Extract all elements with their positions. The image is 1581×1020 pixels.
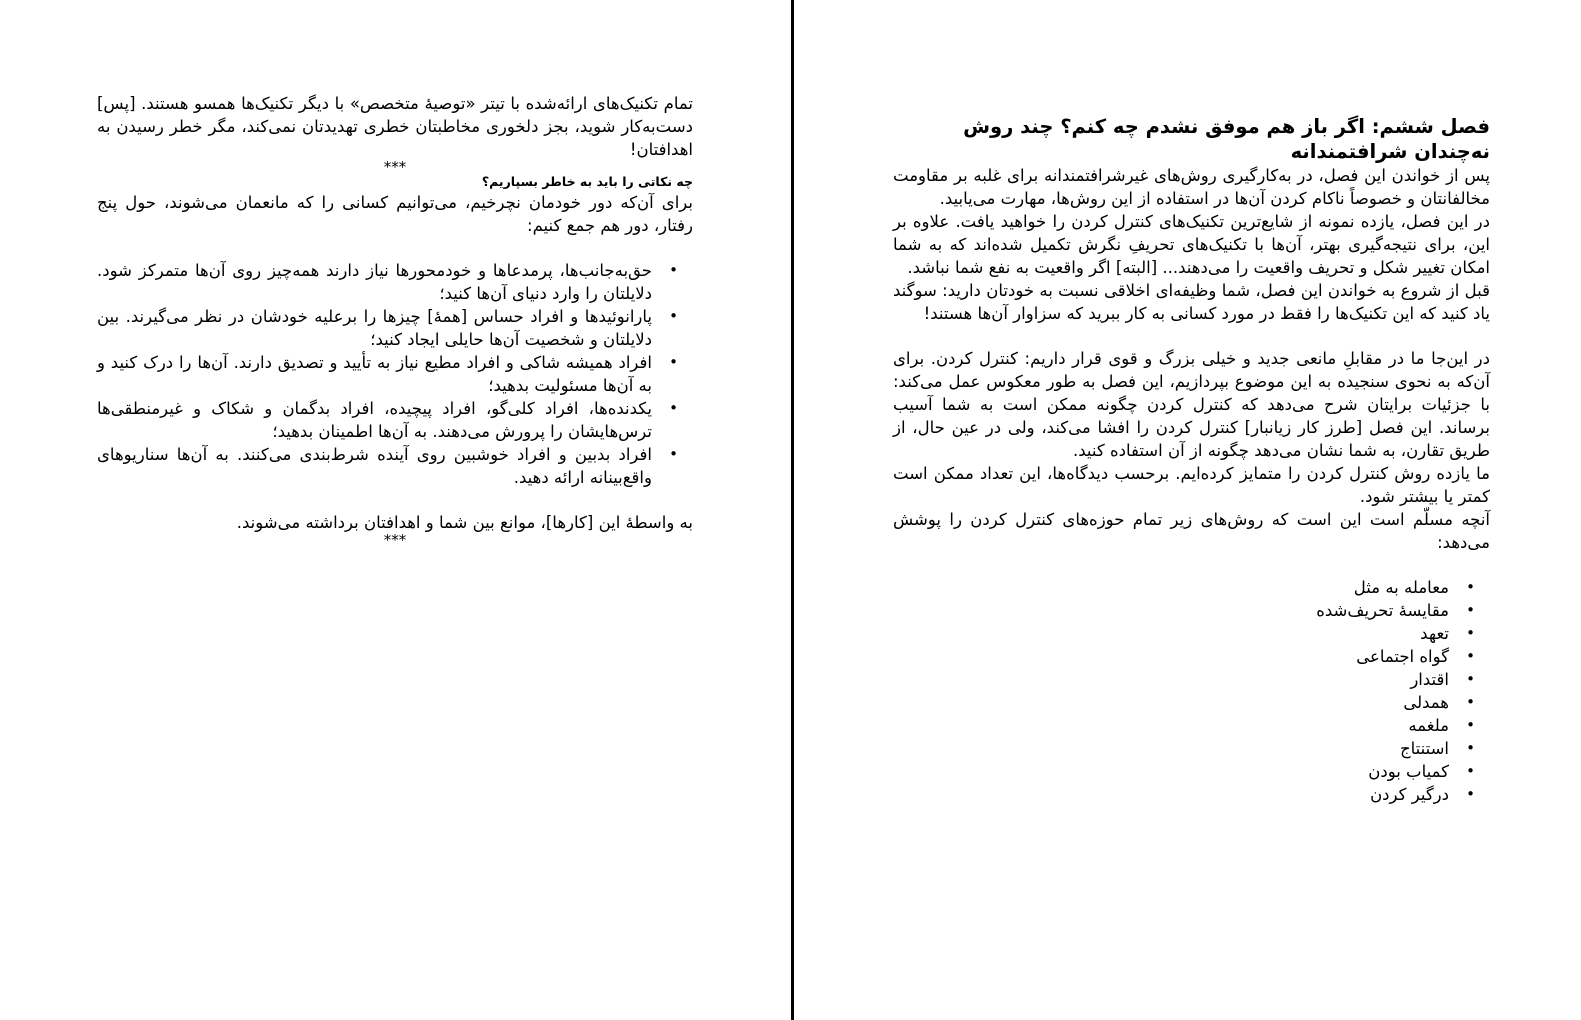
body-paragraph: ما یازده روش کنترل کردن را متمایز کرده‌ایم. برحسب دیدگاه‌ها، این تعداد ممکن است کمتر یا بیشتر شود.	[893, 464, 1490, 506]
list-item	[893, 714, 1475, 737]
bullet-icon: •	[1466, 601, 1475, 619]
bullet-icon: •	[1466, 739, 1475, 757]
left-lead-paragraph: برای آن‌که دور خودمان نچرخیم، می‌توانیم کسانی را که مانعمان می‌شوند، حول پنج رفتار، دور هم جمع کنیم:	[97, 193, 693, 235]
list-item	[893, 737, 1475, 760]
list-item-text: تعهد	[1420, 624, 1449, 643]
bullet-icon: •	[669, 307, 678, 325]
left-intro-paragraph: تمام تکنیک‌های ارائه‌شده با تیتر «توصیهٔ متخصص» با دیگر تکنیک‌ها همسو هستند. [پس] دست‌به‌کار شوید، بجز دلخوری مخاطبتان خطری تهدیدتان نمی‌کند، مگر خطر رسیدن به اهدافتان!	[97, 94, 693, 159]
list-item-text: استنتاج	[1399, 739, 1449, 758]
section-heading: چه نکاتی را باید به خاطر بسپاریم؟	[481, 174, 693, 189]
list-item	[893, 576, 1475, 599]
list-item	[97, 351, 678, 397]
section-separator: ***	[383, 158, 407, 176]
list-item	[893, 622, 1475, 645]
bullet-icon: •	[669, 353, 678, 371]
list-item-text: معامله به مثل	[1353, 578, 1449, 597]
list-item	[893, 783, 1475, 806]
list-item-text: کمیاب بودن	[1368, 762, 1449, 781]
bullet-icon: •	[1466, 716, 1475, 734]
list-item-text: مقایسهٔ تحریف‌شده	[1316, 601, 1449, 620]
right-page	[893, 114, 1490, 806]
list-item	[97, 397, 678, 443]
list-item	[97, 259, 678, 305]
list-item-text: گواه اجتماعی	[1356, 647, 1449, 666]
body-paragraph: پس از خواندن این فصل، در به‌کارگیری روش‌های غیرشرافتمندانه برای غلبه بر مقاومت مخالفانتان و خصوصاً ناکام کردن آن‌ها در استفاده از این روش‌ها، مهارت می‌یابید.	[893, 166, 1490, 208]
bullet-icon: •	[1466, 785, 1475, 803]
body-paragraph: آنچه مسلّم است این است که روش‌های زیر تمام حوزه‌های کنترل کردن را پوشش می‌دهد:	[893, 510, 1490, 552]
page-divider	[791, 0, 794, 1020]
list-item-text: یکدنده‌ها، افراد کلی‌گو، افراد پیچیده، افراد بدگمان و شکاک و غیرمنطقی‌ها ترس‌هایشان را پرورش می‌دهند. به آن‌ها اطمینان بدهید؛	[97, 399, 652, 441]
body-paragraph: قبل از شروع به خواندن این فصل، شما وظیفه‌ای اخلاقی نسبت به خودتان دارید: سوگند یاد کنید که این تکنیک‌ها را فقط در مورد کسانی به کار ببرید که سزاوار آن‌ها هستند!	[893, 281, 1490, 323]
list-item-text: پارانوئیدها و افراد حساس [همهٔ] چیزها را برعلیه خودشان در نظر می‌گیرند. بین دلایلتان و شخصیت آن‌ها حایلی ایجاد کنید؛	[97, 307, 652, 349]
list-item-text: افراد همیشه شاکی و افراد مطیع نیاز به تأیید و تصدیق دارند. آن‌ها را درک کنید و به آن‌ها مسئولیت بدهید؛	[97, 353, 652, 395]
bullet-icon: •	[1466, 693, 1475, 711]
list-item	[97, 305, 678, 351]
body-paragraph: در این‌جا ما در مقابلِ مانعی جدید و خیلی بزرگ و قوی قرار داریم: کنترل کردن. برای آن‌که به نحوی سنجیده به این موضوع بپردازیم، این فصل به طور معکوس عمل می‌کند: با جزئیات برایتان شرح می‌دهد که کنترل کردن چگونه ممکن است به شما آسیب برساند. این فصل [طرز کار زیانبار] کنترل کردن را افشا می‌کند، ولی در عین حال، از طریق تقارن، به شما نشان می‌دهد چگونه از آن استفاده کنید.	[893, 349, 1490, 460]
list-item	[893, 691, 1475, 714]
list-item-text: درگیر کردن	[1370, 785, 1449, 804]
body-paragraph: در این فصل، یازده نمونه از شایع‌ترین تکنیک‌های کنترل کردن را خواهید یافت. علاوه بر این، برای نتیجه‌گیری بهتر، آن‌ها با تکنیک‌های تحریفِ نگرش تکمیل شده‌اند که به شما امکان تغییر شکل و تحریف واقعیت را می‌دهند... [البته] اگر واقعیت به نفع شما نباشد.	[893, 212, 1490, 277]
bullet-icon: •	[1466, 647, 1475, 665]
left-closing-paragraph: به واسطهٔ این [کارها]، موانع بین شما و اهدافتان برداشته می‌شوند.	[236, 513, 693, 532]
bullet-icon: •	[669, 399, 678, 417]
list-item-text: همدلی	[1403, 693, 1449, 712]
list-item-text: حق‌به‌جانب‌ها، پرمدعاها و خودمحورها نیاز دارند همه‌چیز روی آن‌ها متمرکز شود. دلایلتان را وارد دنیای آن‌ها کنید؛	[97, 261, 652, 303]
bullet-icon: •	[669, 445, 678, 463]
behavior-list	[97, 259, 693, 489]
left-page	[97, 92, 693, 549]
bullet-icon: •	[1466, 762, 1475, 780]
list-item	[893, 760, 1475, 783]
section-separator: ***	[383, 531, 407, 549]
bullet-icon: •	[1466, 670, 1475, 688]
methods-list	[893, 576, 1490, 806]
list-item-text: ملغمه	[1408, 716, 1449, 735]
bullet-icon: •	[1466, 578, 1475, 596]
list-item	[893, 645, 1475, 668]
list-item-text: اقتدار	[1410, 670, 1449, 689]
bullet-icon: •	[669, 261, 678, 279]
chapter-title: فصل ششم: اگر باز هم موفق نشدم چه کنم؟ چند روش نه‌چندان شرافتمندانه	[963, 115, 1490, 163]
list-item-text: افراد بدبین و افراد خوشبین روی آینده شرط‌بندی می‌کنند. به آن‌ها سناریوهای واقع‌بینانه ارائه دهید.	[97, 445, 652, 487]
list-item	[97, 443, 678, 489]
bullet-icon: •	[1466, 624, 1475, 642]
list-item	[893, 668, 1475, 691]
list-item	[893, 599, 1475, 622]
